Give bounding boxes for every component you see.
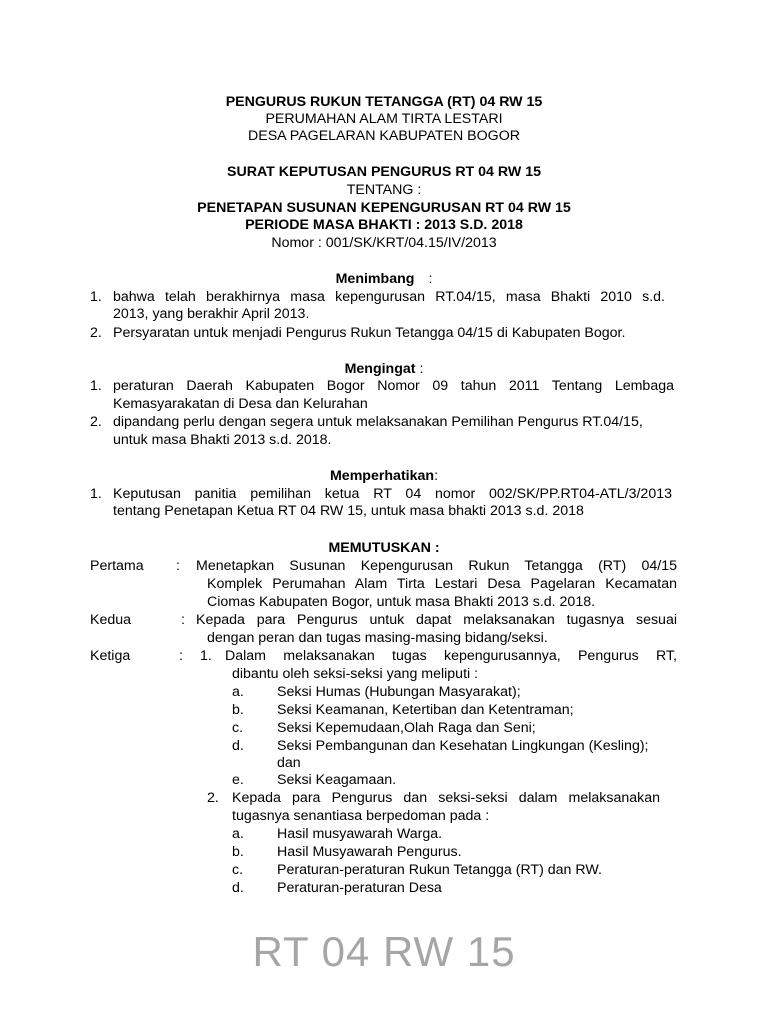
ketiga-point-text: tugasnya senantiasa berpedoman pada : — [232, 808, 490, 824]
ketiga-point-text: Dalam melaksanakan tugas kepengurusannya, Pengurus RT, — [225, 648, 677, 664]
pertama-text: Ciomas Kabupaten Bogor, untuk masa Bhakti 2013 s.d. 2018. — [207, 594, 596, 610]
sub-item-text: Hasil musyawarah Warga. — [277, 826, 443, 842]
menimbang-item-number: 1. — [90, 289, 102, 305]
sub-item-letter: a. — [232, 826, 244, 842]
mengingat-heading — [0, 361, 768, 378]
sub-item-text: Hasil Musyawarah Pengurus. — [277, 844, 462, 860]
decree-period: PERIODE MASA BHAKTI : 2013 S.D. 2018 — [245, 217, 523, 233]
menimbang-item-text: 2013, yang berakhir April 2013. — [113, 306, 310, 322]
decree-number: Nomor : 001/SK/KRT/04.15/IV/2013 — [271, 235, 497, 251]
ketiga-point-text: dibantu oleh seksi-seksi yang meliputi : — [232, 666, 479, 682]
mengingat-item-number: 2. — [90, 414, 102, 430]
sub-item-text: Seksi Humas (Hubungan Masyarakat); — [277, 684, 521, 700]
sub-item-letter: a. — [232, 684, 244, 700]
mengingat-item-text: untuk masa Bhakti 2013 s.d. 2018. — [113, 432, 332, 448]
sub-item-text: dan — [277, 755, 301, 771]
org-title: PENGURUS RUKUN TETANGGA (RT) 04 RW 15 — [225, 94, 543, 110]
sub-item-letter: d. — [232, 738, 244, 754]
pertama-label: Pertama — [90, 558, 144, 574]
mengingat-item-text: peraturan Daerah Kabupaten Bogor Nomor 09 tahun 2011 Tentang Lembaga — [113, 378, 674, 394]
org-village: DESA PAGELARAN KABUPATEN BOGOR — [248, 128, 520, 144]
memperhatikan-item-text: Keputusan panitia pemilihan ketua RT 04 nomor 002/SK/PP.RT04-ATL/3/2013 — [113, 486, 672, 502]
ketiga-colon: : — [179, 648, 183, 664]
sub-item-text: Seksi Pembangunan dan Kesehatan Lingkungan (Kesling); — [277, 738, 649, 754]
memperhatikan-colon: : — [434, 468, 439, 484]
memperhatikan-item-number: 1. — [90, 486, 102, 502]
decree-subject: PENETAPAN SUSUNAN KEPENGURUSAN RT 04 RW 15 — [197, 200, 571, 216]
memperhatikan-label: Memperhatikan — [329, 468, 435, 484]
mengingat-item-text: dipandang perlu dengan segera untuk melaksanakan Pemilihan Pengurus RT.04/15, — [113, 414, 643, 430]
menimbang-heading — [0, 271, 768, 288]
menimbang-item-text: bahwa telah berakhirnya masa kepengurusan RT.04/15, masa Bhakti 2010 s.d. — [113, 289, 665, 305]
ketiga-point-number: 2. — [207, 790, 219, 806]
sub-item-letter: c. — [232, 862, 244, 878]
ketiga-label: Ketiga — [90, 648, 131, 664]
decree-title: SURAT KEPUTUSAN PENGURUS RT 04 RW 15 — [226, 164, 541, 180]
org-housing: PERUMAHAN ALAM TIRTA LESTARI — [265, 111, 503, 127]
kedua-text: Kepada para Pengurus untuk dapat melaksanakan tugasnya sesuai — [196, 612, 677, 628]
menimbang-item-number: 2. — [90, 325, 102, 341]
sub-item-text: Seksi Keagamaan. — [277, 772, 397, 788]
mengingat-colon: : — [415, 361, 424, 377]
menimbang-item-text: Persyaratan untuk menjadi Pengurus Rukun Tetangga 04/15 di Kabupaten Bogor. — [113, 325, 626, 341]
pertama-text: Menetapkan Susunan Kepengurusan Rukun Tetangga (RT) 04/15 — [196, 558, 677, 574]
pertama-colon: : — [176, 558, 180, 574]
sub-item-text: Seksi Keamanan, Ketertiban dan Ketentraman; — [277, 702, 574, 718]
pertama-text: Komplek Perumahan Alam Tirta Lestari Desa Pagelaran Kecamatan — [207, 576, 677, 592]
ketiga-point-number: 1. — [200, 648, 212, 664]
kedua-text: dengan peran dan tugas masing-masing bidang/seksi. — [207, 630, 548, 646]
sub-item-text: Peraturan-peraturan Rukun Tetangga (RT) dan RW. — [277, 862, 602, 878]
mengingat-item-text: Kemasyarakatan di Desa dan Kelurahan — [113, 396, 368, 412]
sub-item-letter: e. — [232, 772, 244, 788]
watermark-text: RT 04 RW 15 — [252, 928, 516, 975]
sub-item-letter: c. — [232, 720, 244, 736]
kedua-colon: : — [181, 612, 185, 628]
mengingat-label: Mengingat — [344, 361, 416, 377]
memperhatikan-heading — [0, 468, 768, 485]
sub-item-text: Seksi Kepemudaan,Olah Raga dan Seni; — [277, 720, 536, 736]
kedua-label: Kedua — [90, 612, 132, 628]
memperhatikan-item-text: tentang Penetapan Ketua RT 04 RW 15, untuk masa bhakti 2013 s.d. 2018 — [113, 503, 584, 519]
sub-item-letter: b. — [232, 844, 244, 860]
sub-item-text: Peraturan-peraturan Desa — [277, 880, 442, 896]
sub-item-letter: d. — [232, 880, 244, 896]
menimbang-label: Menimbang — [335, 271, 415, 287]
decree-about: TENTANG : — [346, 182, 422, 198]
sub-item-letter: b. — [232, 702, 244, 718]
menimbang-colon: : — [428, 271, 433, 287]
memutuskan-heading: MEMUTUSKAN : — [328, 540, 440, 556]
ketiga-point-text: Kepada para Pengurus dan seksi-seksi dalam melaksanakan — [232, 790, 660, 806]
mengingat-item-number: 1. — [90, 378, 102, 394]
